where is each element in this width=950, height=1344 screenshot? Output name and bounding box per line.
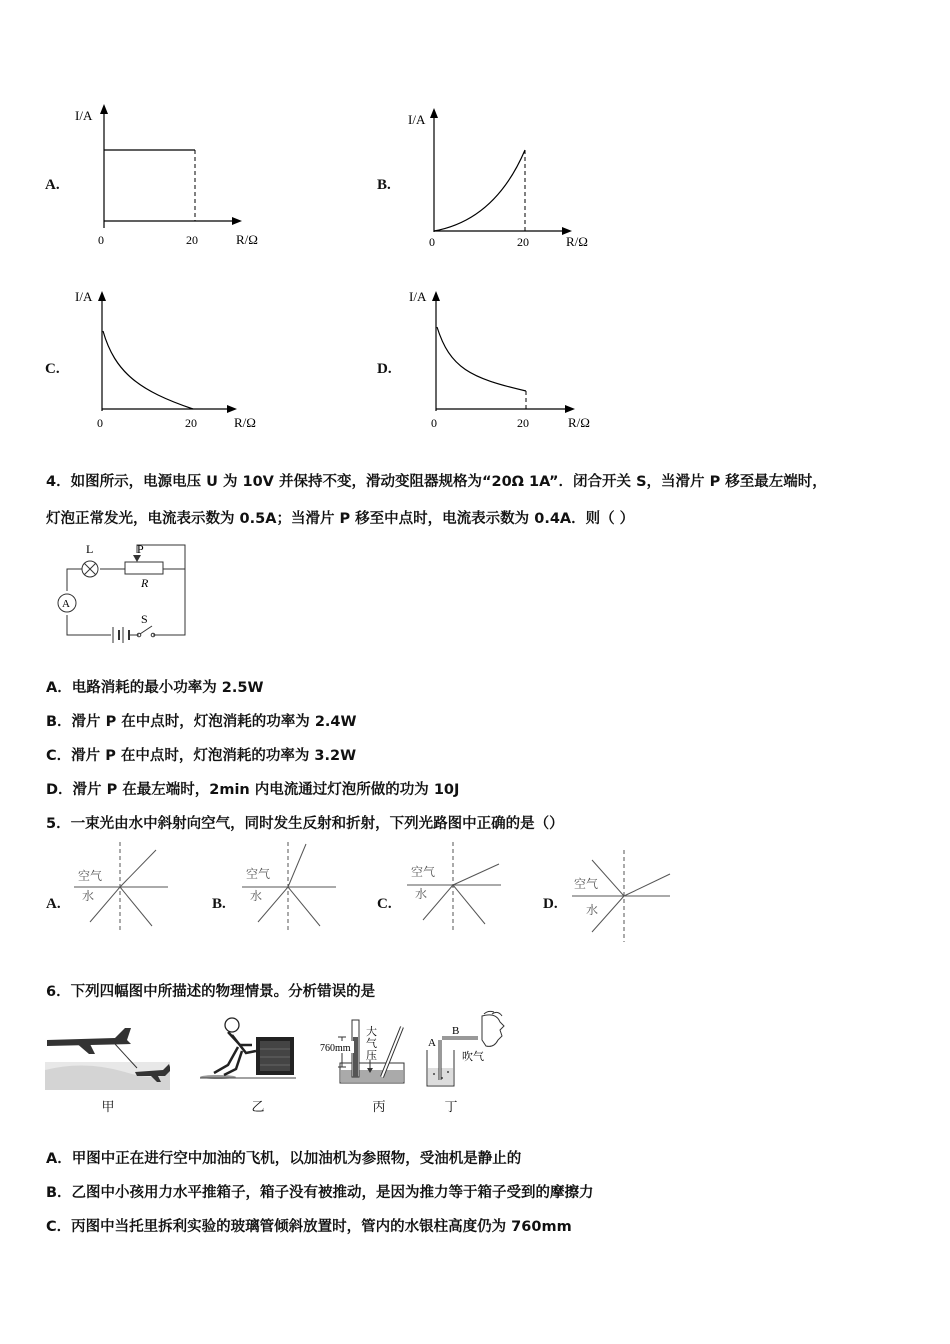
height-label: 760mm — [320, 1043, 351, 1054]
water-label: 水 — [415, 887, 428, 901]
air-label: 空气 — [574, 877, 599, 891]
switch-label: S — [141, 612, 148, 626]
x-tick-label: 20 — [185, 416, 197, 430]
q5-diagram-b — [240, 840, 340, 932]
y-axis-arrow — [432, 291, 440, 301]
q5-option-c-letter: C. — [377, 896, 392, 912]
lamp-label: L — [86, 542, 94, 556]
q6-picture-bing — [320, 1015, 410, 1085]
q4-answer-b: B．滑片 P 在中点时，灯泡消耗的功率为 2.4W — [46, 714, 357, 730]
q6-caption-ding: 丁 — [444, 1100, 458, 1115]
curve-decreasing — [437, 327, 526, 391]
x-axis-arrow — [227, 405, 237, 413]
q3-graph-b — [400, 100, 600, 250]
water-label: 水 — [586, 903, 599, 917]
boy-icon — [225, 1018, 239, 1032]
tube-a-label: A — [428, 1037, 436, 1049]
resistor-label: R — [141, 576, 149, 590]
air-label: 空气 — [246, 867, 271, 881]
q3-graph-c — [70, 283, 270, 433]
q6-caption-jia: 甲 — [101, 1100, 115, 1115]
q6-answer-c: C．丙图中当托里拆利实验的玻璃管倾斜放置时，管内的水银柱高度仍为 760mm — [46, 1219, 572, 1235]
q4-circuit-diagram — [45, 535, 205, 647]
face-icon — [482, 1015, 504, 1047]
q3-option-c-letter: C. — [45, 361, 60, 377]
q3-graph-a — [70, 100, 270, 250]
y-axis-arrow — [98, 291, 106, 301]
q3-graph-d — [400, 283, 600, 433]
air-label: 空气 — [411, 865, 436, 879]
q4-answer-a: A．电路消耗的最小功率为 2.5W — [46, 680, 264, 696]
q4-text-line2: 灯泡正常发光，电流表示数为 0.5A；当滑片 P 移至中点时，电流表示数为 0.4A．则（ ） — [46, 511, 635, 527]
q5-option-b-letter: B. — [212, 896, 226, 912]
q6-answer-a: A．甲图中正在进行空中加油的飞机，以加油机为参照物，受油机是静止的 — [46, 1151, 522, 1167]
x-tick-label: 20 — [517, 235, 529, 249]
x-axis-arrow — [232, 217, 242, 225]
tube-b-label: B — [452, 1025, 460, 1037]
pressure-label-1: 大 — [366, 1026, 377, 1038]
water-label: 水 — [82, 889, 95, 903]
rheostat-icon — [125, 562, 163, 574]
q5-option-d-letter: D. — [543, 896, 558, 912]
pressure-label-3: 压 — [366, 1050, 377, 1062]
pressure-label-2: 气 — [366, 1038, 377, 1050]
x-tick-label: 20 — [186, 233, 198, 247]
x-tick-label: 20 — [517, 416, 529, 430]
slider-label: P — [137, 542, 144, 556]
curve-increasing — [434, 150, 525, 231]
curve-decreasing-to-zero — [103, 331, 193, 409]
q6-answer-b: B．乙图中小孩用力水平推箱子，箱子没有被推动，是因为推力等于箱子受到的摩擦力 — [46, 1185, 594, 1201]
origin-label: 0 — [431, 416, 437, 430]
q5-text: 5．一束光由水中斜射向空气，同时发生反射和折射，下列光路图中正确的是（） — [46, 816, 564, 832]
x-axis-arrow — [565, 405, 575, 413]
q5-diagram-d — [570, 848, 674, 944]
ammeter-label: A — [62, 598, 70, 610]
q4-answer-d: D．滑片 P 在最左端时，2min 内电流通过灯泡所做的功为 10J — [46, 782, 460, 798]
x-axis-label: R/Ω — [234, 415, 256, 430]
origin-label: 0 — [97, 416, 103, 430]
q5-option-a-letter: A. — [46, 896, 61, 912]
q6-picture-yi — [198, 1015, 298, 1081]
q6-caption-bing: 丙 — [372, 1100, 386, 1115]
q5-diagram-c — [405, 840, 505, 932]
x-axis-label: R/Ω — [236, 232, 258, 247]
q3-option-a-letter: A. — [45, 177, 60, 193]
water-label: 水 — [250, 889, 263, 903]
y-axis-label: I/A — [408, 112, 426, 127]
y-axis-label: I/A — [75, 108, 93, 123]
origin-label: 0 — [429, 235, 435, 249]
q6-caption-yi: 乙 — [251, 1100, 265, 1115]
q4-text-line1: 4．如图所示，电源电压 U 为 10V 并保持不变，滑动变阻器规格为“20Ω 1A”．闭合开关 S，当滑片 P 移至最左端时， — [46, 474, 827, 490]
x-axis-label: R/Ω — [568, 415, 590, 430]
q6-text: 6．下列四幅图中所描述的物理情景。分析错误的是 — [46, 984, 376, 1000]
x-axis-label: R/Ω — [566, 234, 588, 249]
q5-diagram-a — [72, 840, 172, 932]
q3-option-b-letter: B. — [377, 177, 391, 193]
air-label: 空气 — [78, 869, 103, 883]
y-axis-label: I/A — [75, 289, 93, 304]
y-axis-arrow — [430, 108, 438, 118]
q3-option-d-letter: D. — [377, 361, 392, 377]
origin-label: 0 — [98, 233, 104, 247]
q6-picture-jia — [45, 1010, 170, 1090]
y-axis-label: I/A — [409, 289, 427, 304]
q6-picture-ding — [422, 1010, 512, 1090]
y-axis-arrow — [100, 104, 108, 114]
blow-label: 吹气 — [462, 1051, 484, 1063]
slider-arrow-icon — [133, 555, 141, 562]
q4-answer-c: C．滑片 P 在中点时，灯泡消耗的功率为 3.2W — [46, 748, 357, 764]
